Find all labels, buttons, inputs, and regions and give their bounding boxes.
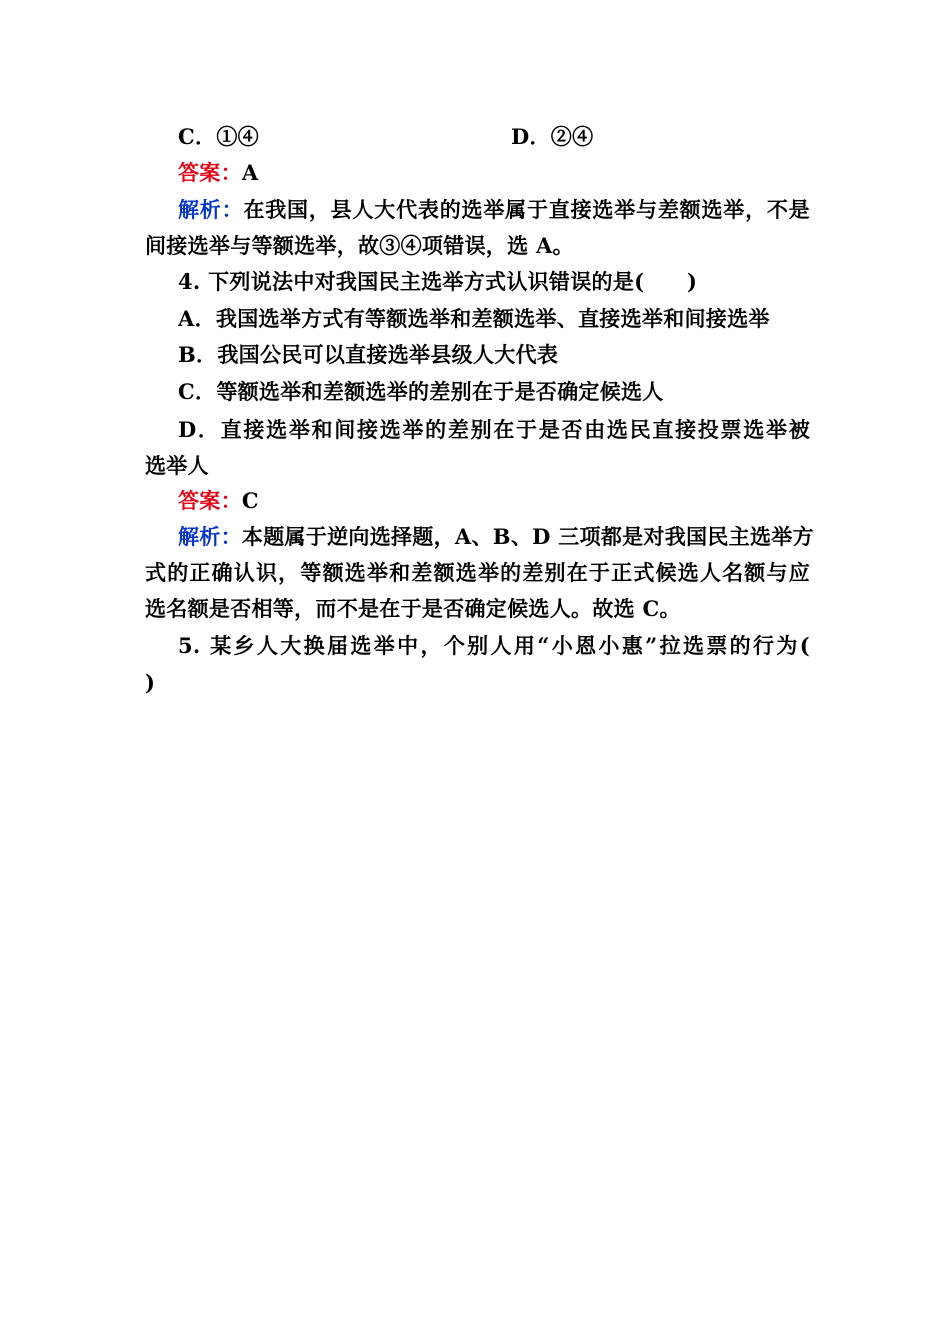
answer-value: A [241,160,259,185]
analysis-text: 在我国，县人大代表的选举属于直接选举与差额选举，不是 [243,197,810,222]
q4-option-d-line-2: 选举人 [145,453,209,478]
q4-option-d-line-1: D．直接选举和间接选举的差别在于是否由选民直接投票选举被 [178,417,810,442]
analysis-text: 本题属于逆向选择题，A、B、D 三项都是对我国民主选举方 [241,524,814,549]
q4-option-b: B．我国公民可以直接选举县级人大代表 [178,342,559,367]
q3-analysis-line-2: 间接选举与等额选举，故③④项错误，选 A。 [145,233,574,258]
q3-options-row [178,122,810,152]
q4-analysis-line-3: 选名额是否相等，而不是在于是否确定候选人。故选 C。 [145,596,681,621]
q3-option-d: D．②④ [511,124,594,149]
answer-value: C [241,488,259,513]
q4-answer [178,486,810,516]
answer-label: 答案： [178,488,242,513]
q3-answer [178,158,810,188]
q5-stem-line-1: 5. 某乡人大换届选举中，个别人用“小恩小惠”拉选票的行为( [178,633,810,658]
analysis-label: 解析： [178,524,242,549]
q3-option-c: C．①④ [178,124,259,149]
q3-analysis-line-1 [178,195,810,225]
q4-stem: 4. 下列说法中对我国民主选举方式认识错误的是( ) [178,269,698,294]
q4-option-a: A．我国选举方式有等额选举和差额选举、直接选举和间接选举 [178,306,770,331]
analysis-label: 解析： [178,197,244,222]
q4-option-c: C．等额选举和差额选举的差别在于是否确定候选人 [178,379,664,404]
q4-analysis-line-2: 式的正确认识，等额选举和差额选举的差别在于正式候选人名额与应 [145,560,810,585]
answer-label: 答案： [178,160,242,185]
q5-stem-line-2: ) [145,670,156,695]
q4-analysis-line-1 [178,522,814,552]
